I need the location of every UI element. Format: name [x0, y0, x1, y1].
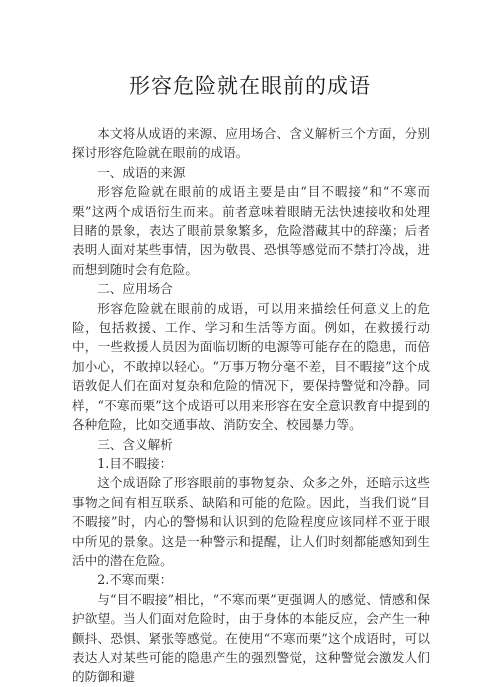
- section-2-heading: 二、应用场合: [97, 281, 173, 297]
- section-3-heading: 三、含义解析: [97, 436, 173, 452]
- item-2-paragraph: 与“目不暇接”相比，“不寒而栗”更强调人的感觉、情感和保护欲望。当人们面对危险时，由于身体的本能反应，会产生一种颤抖、恐惧、紧张等感觉。在使用“不寒而栗”这个成语时，可以表达人对某些可能的隐患产生的强烈警觉，这种警觉会激发人们的防御和避: [72, 591, 430, 685]
- section-2-paragraph: 形容危险就在眼前的成语，可以用来描绘任何意义上的危险，包括救援、工作、学习和生活等方面。例如，在救援行动中，一些救援人员因为面临切断的电源等可能存在的隐患，而倍加小心，不敢掉以轻心。“万事万物分毫不差，目不暇接”这个成语敦促人们在面对复杂和危险的情况下，要保持警觉和冷静。同样，“不寒而栗”这个成语可以用来形容在安全意识教育中提到的各种危险，比如交通事故、消防安全、校园暴力等。: [72, 300, 430, 433]
- item-1-heading: 1.目不暇接：: [97, 455, 173, 471]
- article-body: [72, 124, 430, 687]
- section-1-heading: 一、成语的来源: [97, 164, 186, 180]
- intro-paragraph: 本文将从成语的来源、应用场合、含义解析三个方面，分别探讨形容危险就在眼前的成语。: [72, 126, 430, 161]
- page-title: 形容危险就在眼前的成语: [129, 74, 371, 98]
- section-1-paragraph: 形容危险就在眼前的成语主要是由“目不暇接”和“不寒而栗”这两个成语衍生而来。前者意味着眼睛无法快速接收和处理目睹的景象，表达了眼前景象繁多，危险潜藏其中的辞藻；后者表明人面对某些事情，因为敬畏、恐惧等感觉而不禁打冷战，进而想到随时会有危险。: [72, 184, 430, 277]
- item-1-paragraph: 这个成语除了形容眼前的事物复杂、众多之外，还暗示这些事物之间有相互联系、缺陷和可能的危险。因此，当我们说“目不暇接”时，内心的警惕和认识到的危险程度应该同样不亚于眼中所见的景象。这是一种警示和提醒，让人们时刻都能感知到生活中的潜在危险。: [72, 475, 430, 568]
- item-2-heading: 2.不寒而栗：: [97, 572, 173, 588]
